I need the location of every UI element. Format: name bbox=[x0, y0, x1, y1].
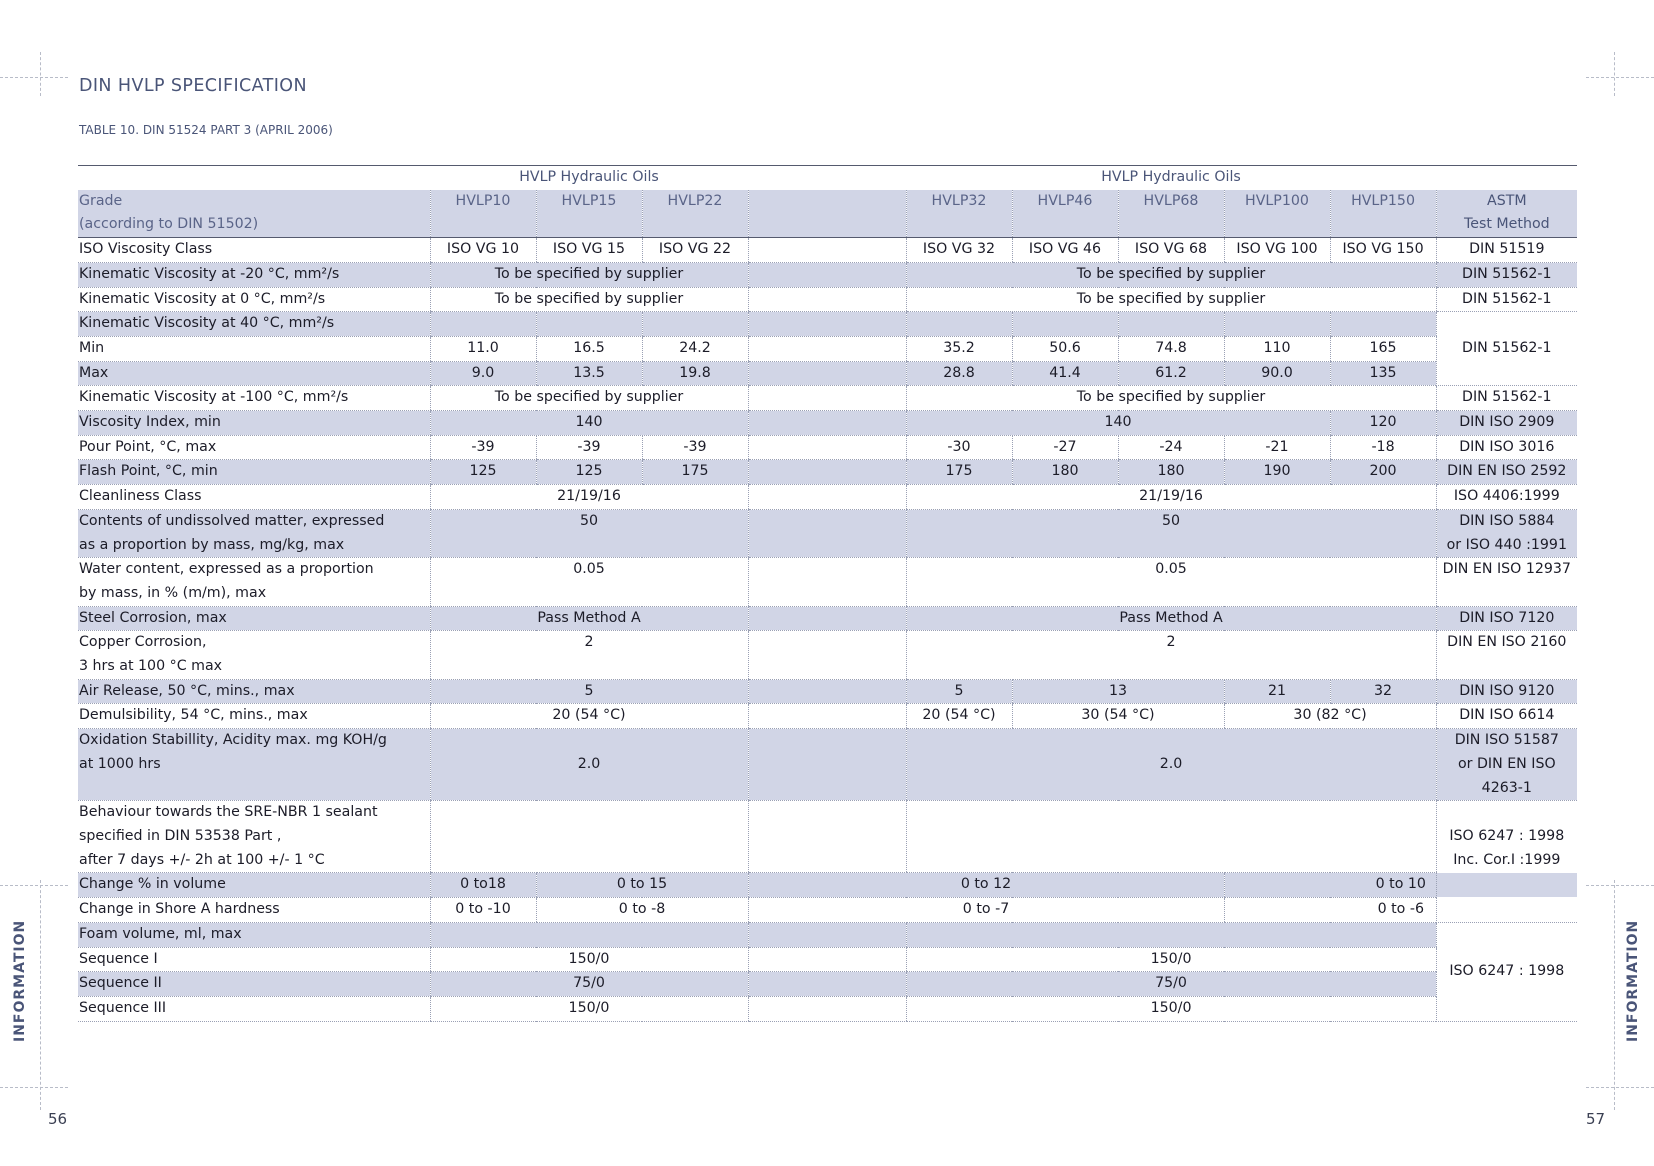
table-row: Kinematic Viscosity at -20 °C, mm²/s To be specified by supplier To be specified by supplier DIN 51562-1 bbox=[78, 262, 1577, 287]
table-header-row bbox=[78, 190, 1577, 238]
table-row: Kinematic Viscosity at 40 °C, mm²/s DIN 51562-1 bbox=[78, 312, 1577, 337]
table-row: Change % in volume 0 to18 0 to 15 0 to 12 0 to 10 bbox=[78, 873, 1577, 898]
table-row: Pour Point, °C, max -39 -39 -39 -30 -27 -24 -21 -18 DIN ISO 3016 bbox=[78, 435, 1577, 460]
table-row: Copper Corrosion, 3 hrs at 100 °C max 2 2 DIN EN ISO 2160 bbox=[78, 631, 1577, 679]
table-caption: TABLE 10. DIN 51524 PART 3 (APRIL 2006) bbox=[79, 123, 333, 137]
crop-mark bbox=[40, 52, 41, 96]
crop-mark bbox=[40, 880, 41, 1110]
table-row: Foam volume, ml, max ISO 6247 : 1998 bbox=[78, 922, 1577, 947]
table-group-row bbox=[78, 166, 1577, 190]
group-header-right: HVLP Hydraulic Oils bbox=[1101, 169, 1241, 185]
table-row: Demulsibility, 54 °C, mins., max 20 (54 °C) 20 (54 °C) 30 (54 °C) 30 (82 °C) DIN ISO 6614 bbox=[78, 704, 1577, 729]
table-row: Behaviour towards the SRE-NBR 1 sealant specified in DIN 53538 Part , after 7 days +/- 2h at 100 +/- 1 °C ISO 6247 : 1998 Inc. Cor.I :1999 bbox=[78, 801, 1577, 873]
table-row: Kinematic Viscosity at -100 °C, mm²/s To be specified by supplier To be specified by supplier DIN 51562-1 bbox=[78, 386, 1577, 411]
table-row: Cleanliness Class 21/19/16 21/19/16 ISO 4406:1999 bbox=[78, 485, 1577, 510]
crop-mark bbox=[1586, 885, 1654, 886]
grade-col-header: HVLP22 bbox=[642, 190, 748, 238]
table-row: Flash Point, °C, min 125 125 175 175 180 180 190 200 DIN EN ISO 2592 bbox=[78, 460, 1577, 485]
table-row: Steel Corrosion, max Pass Method A Pass Method A DIN ISO 7120 bbox=[78, 606, 1577, 631]
table-row: Sequence II 75/0 75/0 bbox=[78, 972, 1577, 997]
grade-col-header: HVLP10 bbox=[430, 190, 536, 238]
table-row: Kinematic Viscosity at 0 °C, mm²/s To be specified by supplier To be specified by supplier DIN 51562-1 bbox=[78, 287, 1577, 312]
table-row: Air Release, 50 °C, mins., max 5 5 13 21 32 DIN ISO 9120 bbox=[78, 679, 1577, 704]
side-tab-right: INFORMATION bbox=[1625, 919, 1641, 1042]
table-row: Change in Shore A hardness 0 to -10 0 to -8 0 to -7 0 to -6 bbox=[78, 898, 1577, 923]
grade-col-header: HVLP15 bbox=[536, 190, 642, 238]
grade-col-header: HVLP68 bbox=[1118, 190, 1224, 238]
table-row: Oxidation Stabillity, Acidity max. mg KOH/g at 1000 hrs 2.0 2.0 DIN ISO 51587 or DIN EN ISO 4263-1 bbox=[78, 729, 1577, 801]
astm-header: ASTM Test Method bbox=[1436, 190, 1577, 238]
crop-mark bbox=[1586, 77, 1654, 78]
page-number-right: 57 bbox=[1586, 1110, 1606, 1128]
grade-col-header: HVLP150 bbox=[1330, 190, 1436, 238]
crop-mark bbox=[0, 1087, 68, 1088]
table-row: Sequence I 150/0 150/0 bbox=[78, 947, 1577, 972]
specification-table bbox=[78, 165, 1577, 1022]
table-row: Sequence III 150/0 150/0 bbox=[78, 996, 1577, 1021]
table-row: Viscosity Index, min 140 140 120 DIN ISO 2909 bbox=[78, 411, 1577, 436]
crop-mark bbox=[1614, 880, 1615, 1110]
crop-mark bbox=[0, 885, 68, 886]
crop-mark bbox=[1614, 52, 1615, 96]
table-row: Water content, expressed as a proportion by mass, in % (m/m), max 0.05 0.05 DIN EN ISO 12937 bbox=[78, 558, 1577, 606]
grade-col-header: HVLP46 bbox=[1012, 190, 1118, 238]
table-row: Min 11.0 16.5 24.2 35.2 50.6 74.8 110 165 bbox=[78, 336, 1577, 361]
grade-header: Grade (according to DIN 51502) bbox=[78, 190, 430, 238]
crop-mark bbox=[0, 77, 68, 78]
table-row: Contents of undissolved matter, expressed as a proportion by mass, mg/kg, max 50 50 DIN ISO 5884 or ISO 440 :1991 bbox=[78, 509, 1577, 557]
group-header-left: HVLP Hydraulic Oils bbox=[519, 169, 659, 185]
page-number-left: 56 bbox=[48, 1110, 68, 1128]
grade-col-header: HVLP100 bbox=[1224, 190, 1330, 238]
page-title: DIN HVLP SPECIFICATION bbox=[79, 76, 307, 96]
crop-mark bbox=[1586, 1087, 1654, 1088]
side-tab-left: INFORMATION bbox=[12, 919, 28, 1042]
table-row: Max 9.0 13.5 19.8 28.8 41.4 61.2 90.0 135 bbox=[78, 361, 1577, 386]
table-row: ISO Viscosity Class ISO VG 10 ISO VG 15 ISO VG 22 ISO VG 32 ISO VG 46 ISO VG 68 ISO VG 100 ISO VG 150 DIN 51519 bbox=[78, 238, 1577, 263]
grade-col-header: HVLP32 bbox=[906, 190, 1012, 238]
